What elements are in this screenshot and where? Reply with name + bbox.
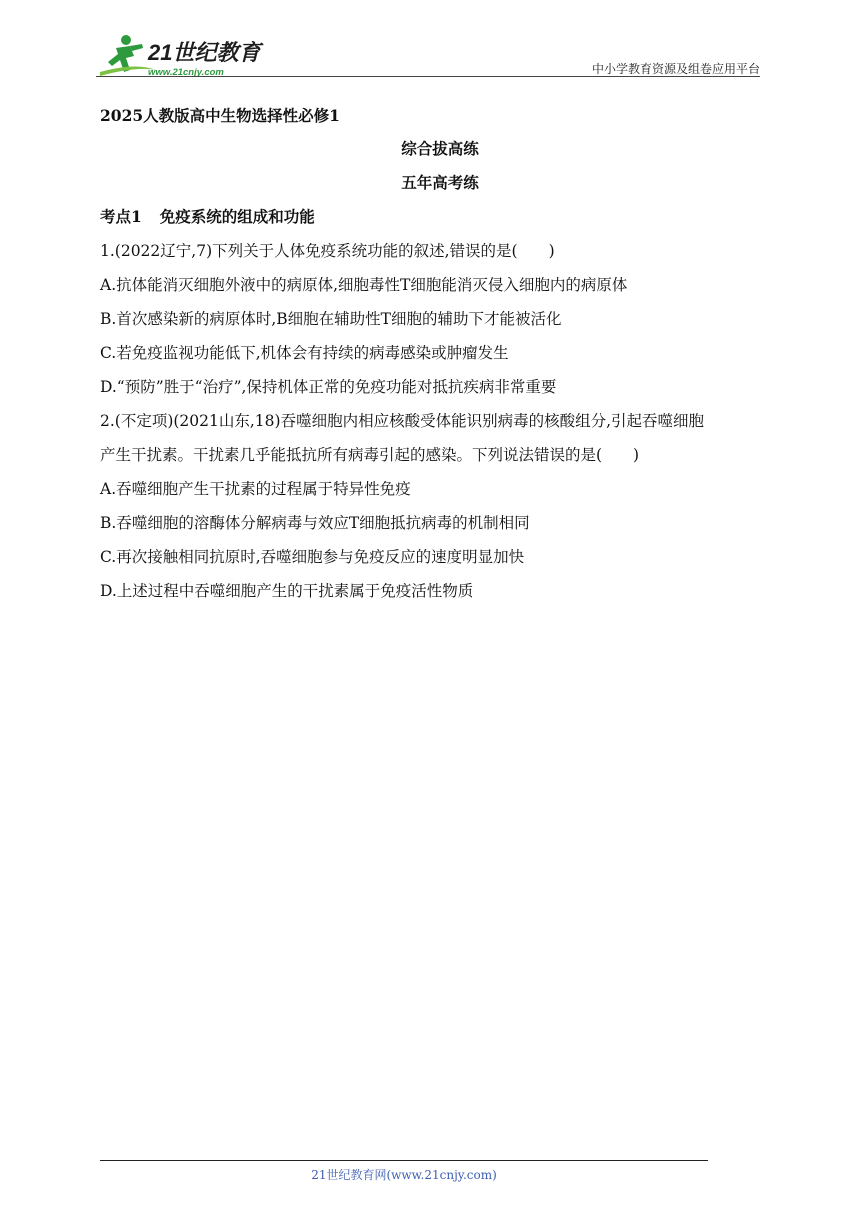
- section-title-comprehensive: 综合拔高练: [401, 139, 479, 158]
- logo-text: 21世纪教育: [148, 40, 261, 65]
- footer-link[interactable]: 21世纪教育网(www.21cnjy.com): [311, 1168, 497, 1182]
- header-divider: [96, 76, 760, 77]
- option-d: D.上述过程中吞噬细胞产生的干扰素属于免疫活性物质: [100, 582, 474, 600]
- topic-heading: [100, 204, 780, 230]
- topic-label: 免疫系统的组成和功能: [159, 207, 315, 226]
- topic-number: 考点1: [100, 207, 142, 226]
- option-d: D.“预防”胜于“治疗”,保持机体正常的免疫功能对抵抗疾病非常重要: [100, 378, 557, 396]
- question-2: [100, 408, 780, 604]
- question-stem-line: 2.(不定项)(2021山东,18)吞噬细胞内相应核酸受体能识别病毒的核酸组分,引起吞噬细胞: [100, 412, 705, 430]
- logo: [96, 32, 266, 80]
- option-c: C.若免疫监视功能低下,机体会有持续的病毒感染或肿瘤发生: [100, 344, 509, 362]
- option-a: A.抗体能消灭细胞外液中的病原体,细胞毒性T细胞能消灭侵入细胞内的病原体: [100, 276, 628, 294]
- document-title: 2025人教版高中生物选择性必修1: [100, 106, 340, 125]
- option-b: B.吞噬细胞的溶酶体分解病毒与效应T细胞抵抗病毒的机制相同: [100, 514, 530, 532]
- page-header: [96, 28, 760, 80]
- option-c: C.再次接触相同抗原时,吞噬细胞参与免疫反应的速度明显加快: [100, 548, 525, 566]
- option-b: B.首次感染新的病原体时,B细胞在辅助性T细胞的辅助下才能被活化: [100, 310, 562, 328]
- header-platform-text: 中小学教育资源及组卷应用平台: [591, 62, 760, 76]
- question-stem-line: 产生干扰素。干扰素几乎能抵抗所有病毒引起的感染。下列说法错误的是( ): [100, 446, 640, 464]
- question-stem-line: 1.(2022辽宁,7)下列关于人体免疫系统功能的叙述,错误的是( ): [100, 242, 555, 260]
- option-a: A.吞噬细胞产生干扰素的过程属于特异性免疫: [100, 480, 411, 498]
- logo-url: www.21cnjy.com: [148, 67, 224, 78]
- question-1: [100, 238, 780, 400]
- section-title-five-years: 五年高考练: [401, 173, 479, 192]
- footer-divider: [100, 1160, 708, 1161]
- document-body: [100, 104, 780, 612]
